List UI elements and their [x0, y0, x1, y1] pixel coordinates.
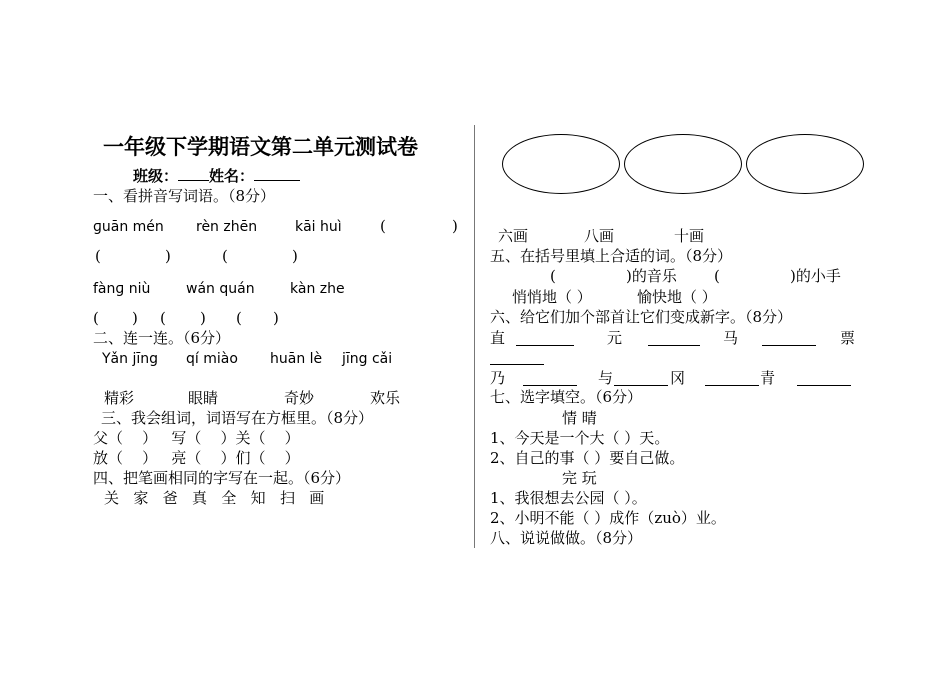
s1-pinyin-5: wán quán	[186, 281, 255, 297]
section-6-heading: 六、给它们加个部首让它们变成新字。（8分）	[490, 308, 793, 326]
s7-char-group-1: 情 晴	[562, 409, 597, 427]
s3-char: 们	[235, 449, 251, 467]
s7-question-3[interactable]: 1、我很想去公园（ ）。	[490, 489, 647, 507]
s5-item-2: )的小手	[790, 267, 841, 285]
stroke-label-eight: 八画	[584, 227, 615, 245]
section-3-heading: 三、我会组词，词语写在方框里。（8分）	[101, 409, 374, 427]
s3-char: 放	[93, 449, 109, 467]
class-blank[interactable]	[178, 180, 209, 181]
s4-char: 关	[104, 489, 120, 507]
s3-paren[interactable]: （ ）	[250, 449, 300, 467]
answer-oval-eight-strokes[interactable]	[624, 134, 742, 194]
s2-word-1: 精彩	[104, 389, 135, 407]
section-5-heading: 五、在括号里填上合适的词。（8分）	[490, 247, 733, 265]
s6-blank[interactable]	[516, 331, 574, 346]
s5-item-1: )的音乐	[626, 267, 677, 285]
s2-word-2: 眼睛	[188, 389, 219, 407]
s4-char: 画	[309, 489, 325, 507]
s3-char: 写	[171, 429, 187, 447]
s7-question-4[interactable]: 2、小明不能（ ）成作（zuò）业。	[490, 509, 726, 527]
s6-char-7: 冈	[670, 369, 686, 387]
s6-blank[interactable]	[797, 371, 851, 386]
s7-question-2[interactable]: 2、自己的事（ ）要自己做。	[490, 449, 685, 467]
s1-answer-paren-4-close: )	[132, 309, 138, 327]
s2-pinyin-1: Yǎn jīng	[102, 351, 158, 367]
s2-pinyin-4: jīng cǎi	[342, 351, 393, 367]
s3-char: 父	[93, 429, 109, 447]
s3-row-2	[93, 448, 300, 468]
s1-answer-paren-3-close: )	[292, 247, 298, 265]
s4-char: 全	[221, 489, 237, 507]
s1-answer-paren-5[interactable]: (	[160, 309, 166, 327]
s1-answer-paren-1-close: )	[452, 217, 458, 235]
s1-answer-paren-6-close: )	[273, 309, 279, 327]
section-2-heading: 二、连一连。（6分）	[93, 329, 231, 347]
s4-char: 爸	[162, 489, 178, 507]
s6-blank[interactable]	[523, 371, 577, 386]
s1-pinyin-4: fànɡ niù	[93, 281, 151, 297]
s6-char-2: 元	[607, 329, 623, 347]
answer-oval-ten-strokes[interactable]	[746, 134, 864, 194]
s3-paren[interactable]: （ ）	[186, 449, 236, 467]
stroke-label-six: 六画	[498, 227, 529, 245]
s3-paren[interactable]: （ ）	[186, 429, 236, 447]
s2-word-3: 奇妙	[284, 389, 315, 407]
s5-item-2-open[interactable]: (	[714, 267, 720, 285]
s2-pinyin-2: qí miào	[186, 351, 238, 367]
s7-question-1[interactable]: 1、今天是一个大（ ）天。	[490, 429, 670, 447]
s1-pinyin-3: kāi huì	[295, 219, 342, 235]
page-title: 一年级下学期语文第二单元测试卷	[103, 134, 418, 159]
s1-answer-paren-5-close: )	[200, 309, 206, 327]
s1-pinyin-6: kàn zhe	[290, 281, 345, 297]
s7-char-group-2: 完 玩	[562, 469, 597, 487]
s1-answer-paren-1[interactable]: (	[380, 217, 386, 235]
s6-char-1: 直	[490, 329, 506, 347]
s1-answer-paren-3[interactable]: (	[222, 247, 228, 265]
s2-word-4: 欢乐	[370, 389, 401, 407]
s4-char: 扫	[279, 489, 295, 507]
class-label: 班级：	[133, 167, 179, 185]
section-1-heading: 一、看拼音写词语。（8分）	[93, 187, 276, 205]
s6-blank[interactable]	[648, 331, 700, 346]
name-blank[interactable]	[254, 180, 300, 181]
student-info	[133, 166, 300, 186]
s6-char-5: 乃	[490, 369, 506, 387]
s1-answer-paren-2-close: )	[165, 247, 171, 265]
answer-oval-six-strokes[interactable]	[502, 134, 620, 194]
s6-char-4: 票	[840, 329, 856, 347]
s3-paren[interactable]: （ ）	[108, 429, 158, 447]
column-divider	[474, 125, 475, 548]
s4-char-list	[104, 488, 324, 508]
s4-char: 真	[191, 489, 207, 507]
stroke-label-ten: 十画	[674, 227, 705, 245]
s3-char: 亮	[171, 449, 187, 467]
s3-paren[interactable]: （ ）	[108, 449, 158, 467]
s6-char-8: 青	[760, 369, 776, 387]
s5-item-3[interactable]: 悄悄地（ ）	[512, 288, 592, 306]
s3-paren[interactable]: （ ）	[250, 429, 300, 447]
section-8-heading: 八、说说做做。（8分）	[490, 529, 643, 547]
s6-blank[interactable]	[762, 331, 816, 346]
s6-char-6: 与	[598, 369, 614, 387]
s4-char: 家	[133, 489, 149, 507]
name-label: 姓名：	[209, 167, 255, 185]
s1-answer-paren-4[interactable]: (	[93, 309, 99, 327]
s4-char: 知	[250, 489, 266, 507]
s1-pinyin-2: rèn zhēn	[196, 219, 258, 235]
s6-blank[interactable]	[614, 371, 668, 386]
s5-item-1-open[interactable]: (	[550, 267, 556, 285]
s2-pinyin-3: huān lè	[270, 351, 323, 367]
section-4-heading: 四、把笔画相同的字写在一起。（6分）	[93, 469, 351, 487]
s6-blank[interactable]	[705, 371, 759, 386]
s1-pinyin-1: ɡuān mén	[93, 219, 164, 235]
s5-item-4[interactable]: 愉快地（ ）	[637, 288, 717, 306]
s6-char-3: 马	[723, 329, 739, 347]
s3-char: 关	[235, 429, 251, 447]
s3-row-1	[93, 428, 300, 448]
section-7-heading: 七、选字填空。（6分）	[490, 388, 643, 406]
s1-answer-paren-6[interactable]: (	[236, 309, 242, 327]
s6-blank[interactable]	[490, 350, 544, 365]
s1-answer-paren-2[interactable]: (	[95, 247, 101, 265]
